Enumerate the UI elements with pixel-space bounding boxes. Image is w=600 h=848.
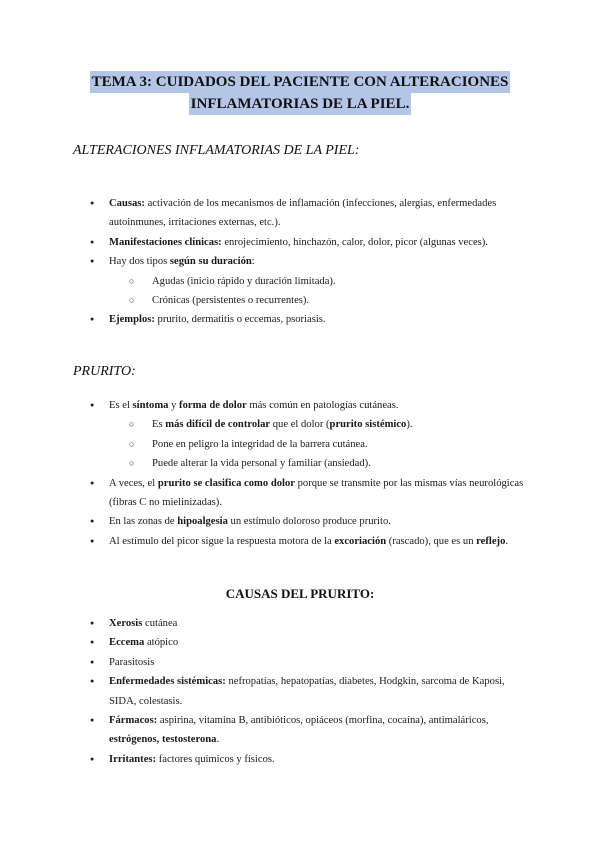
- document-title: [0, 71, 600, 115]
- title-line-1: TEMA 3: CUIDADOS DEL PACIENTE CON ALTERACIONES: [90, 71, 511, 93]
- tipos-sublist: [109, 272, 530, 311]
- section-heading-prurito: PRURITO:: [73, 364, 136, 379]
- prurito-sublist: [109, 415, 530, 473]
- list-item: ● Enfermedades sistémicas: nefropatías, hepatopatías, diabetes, Hodgkin, sarcoma de Kaposi, SIDA, colestasis.: [90, 672, 530, 711]
- title-line-2: INFLAMATORIAS DE LA PIEL.: [189, 93, 412, 115]
- prurito-list: [90, 396, 530, 551]
- list-item: ● Xerosis cutánea: [90, 614, 530, 633]
- alteraciones-list: [90, 194, 530, 330]
- sub-list-item: ○ Crónicas (persistentes o recurrentes).: [129, 291, 530, 310]
- sub-list-item: ○ Es más difícil de controlar que el dolor (prurito sistémico).: [129, 415, 530, 434]
- list-item: ● Causas: activación de los mecanismos de inflamación (infecciones, alergias, enfermedades autoinmunes, irritaciones externas, etc.).: [90, 194, 530, 233]
- list-item: ● En las zonas de hipoalgesia un estímulo doloroso produce prurito.: [90, 512, 530, 531]
- list-item: ● Fármacos: aspirina, vitamina B, antibióticos, opiáceos (morfina, cocaína), antimaláricos, estrógenos, testosterona.: [90, 711, 530, 750]
- section-heading-alteraciones: ALTERACIONES INFLAMATORIAS DE LA PIEL:: [73, 143, 360, 158]
- sub-list-item: ○ Agudas (inicio rápido y duración limitada).: [129, 272, 530, 291]
- sub-list-item: ○ Pone en peligro la integridad de la barrera cutánea.: [129, 435, 530, 454]
- list-item: ● Es el síntoma y forma de dolor más común en patologías cutáneas. ○ Es más difícil de controlar que el dolor (prurito sistémico). ○ Pone en peligro la integridad de la barrera cutánea. ○ Puede alterar la vida personal y familiar (ansiedad).: [90, 396, 530, 474]
- list-item: ● Hay dos tipos según su duración: ○ Agudas (inicio rápido y duración limitada). ○ Crónicas (persistentes o recurrentes).: [90, 252, 530, 310]
- list-item: ● Ejemplos: prurito, dermatitis o eccemas, psoriasis.: [90, 310, 530, 329]
- list-item: ● Parasitosis: [90, 653, 530, 672]
- sub-list-item: ○ Puede alterar la vida personal y familiar (ansiedad).: [129, 454, 530, 473]
- causas-list: [90, 614, 530, 769]
- list-item: ● Al estímulo del picor sigue la respuesta motora de la excoriación (rascado), que es un reflejo.: [90, 532, 530, 551]
- section-heading-causas: CAUSAS DEL PRURITO:: [225, 586, 375, 601]
- list-item: ● A veces, el prurito se clasifica como dolor porque se transmite por las mismas vías neurológicas (fibras C no mielinizadas).: [90, 474, 530, 513]
- list-item: ● Manifestaciones clínicas: enrojecimiento, hinchazón, calor, dolor, picor (algunas veces).: [90, 233, 530, 252]
- list-item: ● Eccema atópico: [90, 633, 530, 652]
- list-item: ● Irritantes: factores químicos y físicos.: [90, 750, 530, 769]
